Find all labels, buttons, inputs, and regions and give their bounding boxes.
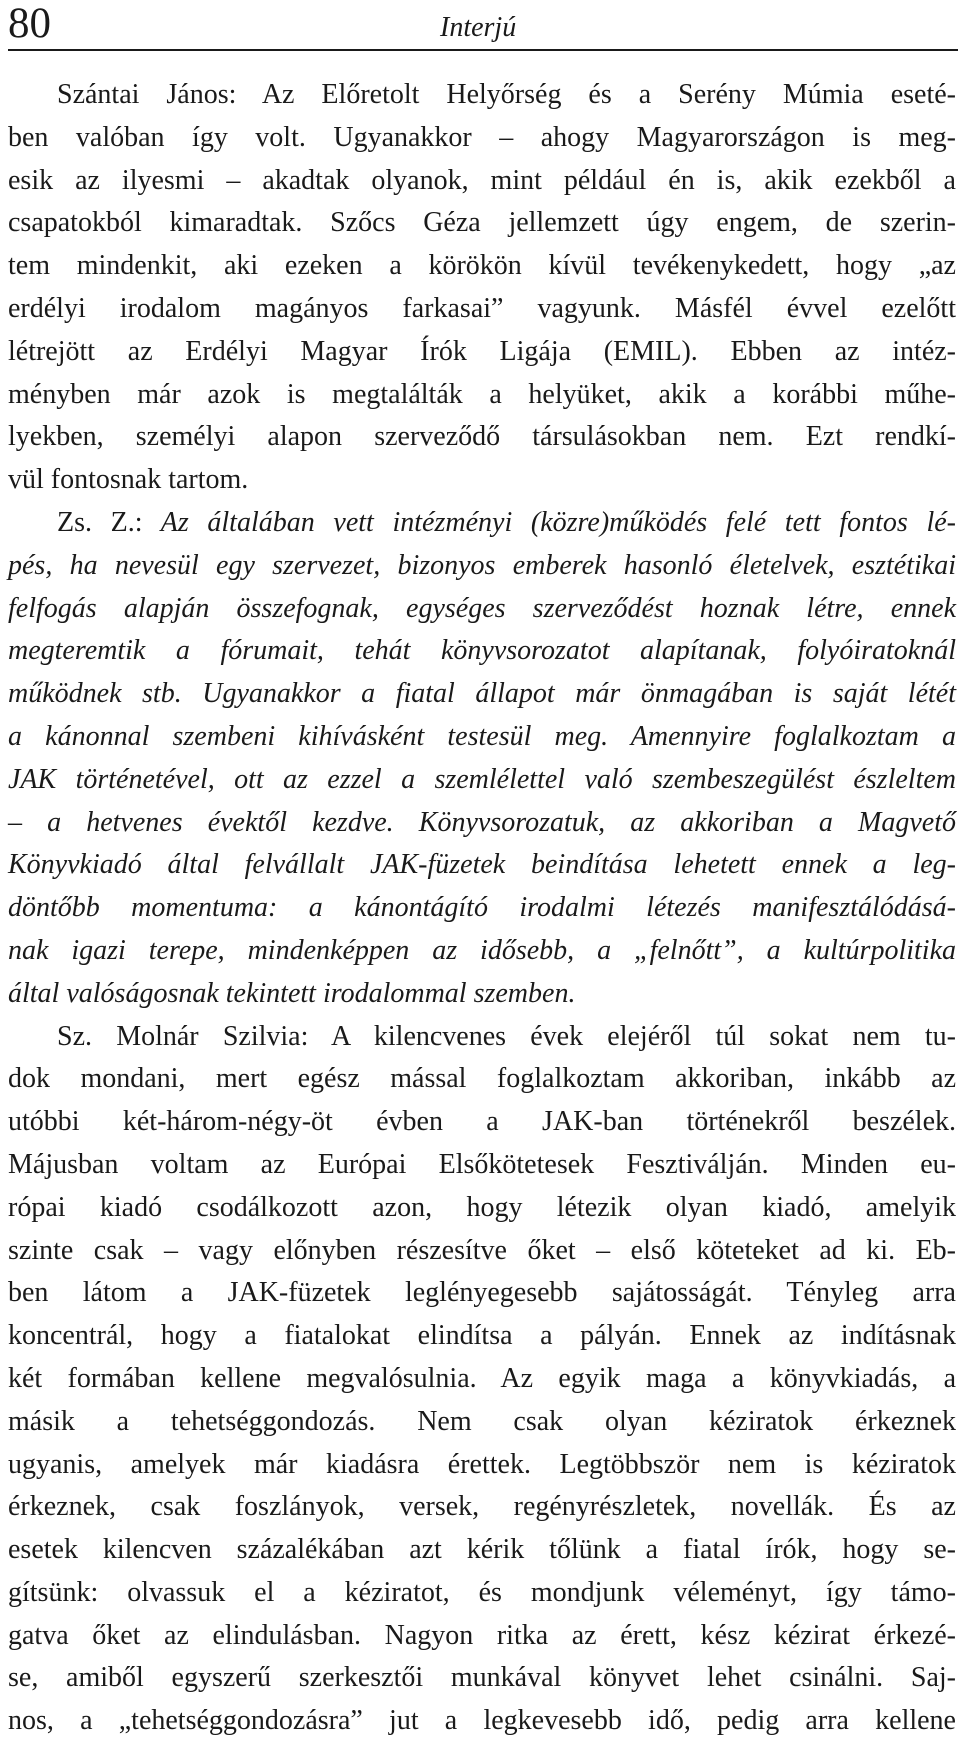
text-line: ményben már azok is megtalálták a helyüket, akik a korábbi műhe- [8, 378, 956, 410]
text-line: felfogás alapján összefognak, egységes szerveződést hoznak létre, ennek [8, 592, 956, 624]
running-head: Interjú [440, 12, 517, 43]
text-line: nak igazi terepe, mindenképpen az idősebb, a „felnőtt”, a kultúrpolitika [8, 934, 956, 966]
text-line: ben látom a JAK-füzetek leglényegesebb sajátosságát. Tényleg arra [8, 1277, 956, 1309]
text-line: JAK történetével, ott az ezzel a szemlélettel való szembeszegülést észleltem [8, 763, 956, 795]
text-line: gítsünk: olvassuk el a kéziratot, és mondjunk véleményt, így támo- [8, 1576, 956, 1608]
text-line: erdélyi irodalom magányos farkasai” vagyunk. Másfél évvel ezelőtt [8, 292, 956, 324]
text-line: a kánonnal szembeni kihívásként testesül meg. Amennyire foglalkoztam a [8, 720, 956, 752]
header-rule [8, 49, 958, 51]
text-line: érkeznek, csak foszlányok, versek, regényrészletek, novellák. És az [8, 1491, 956, 1523]
text-line: Májusban voltam az Európai Elsőkötetesek Fesztiválján. Minden eu- [8, 1148, 956, 1180]
text-line: koncentrál, hogy a fiatalokat elindítsa a pályán. Ennek az indításnak [8, 1320, 956, 1352]
text-line: pés, ha nevesül egy szervezet, bizonyos emberek hasonló életelvek, esztétikai [8, 549, 956, 581]
text-line: két formában kellene megvalósulnia. Az egyik maga a könyvkiadás, a [8, 1362, 956, 1394]
text-line: esik az ilyesmi – akadtak olyanok, mint például én is, akik ezekből a [8, 164, 956, 196]
text-line-rest: Az általában vett intézményi (közre)működés felé tett fontos lé- [142, 506, 956, 538]
page-number: 80 [8, 0, 51, 47]
text-line: gatva őket az elindulásban. Nagyon ritka az érett, kész kézirat érkezé- [8, 1619, 956, 1651]
text-line: másik a tehetséggondozás. Nem csak olyan kéziratok érkeznek [8, 1405, 956, 1437]
text-line: lyekben, személyi alapon szerveződő társulásokban nem. Ezt rendkí- [8, 421, 956, 453]
text-line: csapatokból kimaradtak. Szőcs Géza jellemzett úgy engem, de szerin- [8, 207, 956, 239]
text-line: létrejött az Erdélyi Magyar Írók Ligája (EMIL). Ebben az intéz- [8, 335, 956, 367]
article-body [8, 74, 956, 1743]
text-line: által valóságosnak tekintett irodalommal szemben. [8, 977, 576, 1009]
text-line: megteremtik a fórumait, tehát könyvsorozatot alapítanak, folyóiratoknál [8, 635, 956, 667]
text-line: Könyvkiadó által felvállalt JAK-füzetek beindítása lehetett ennek a leg- [8, 849, 956, 881]
text-line: döntőbb momentuma: a kánontágító irodalmi létezés manifesztálódásá- [8, 892, 956, 924]
speaker-label: Zs. Z.: [57, 506, 143, 538]
text-line: dok mondani, mert egész mással foglalkoztam akkoriban, inkább az [8, 1063, 956, 1095]
text-line [8, 502, 956, 545]
text-line: működnek stb. Ugyanakkor a fiatal állapot már önmagában is saját létét [8, 678, 956, 710]
text-line: utóbbi két-három-négy-öt évben a JAK-ban történekről beszélek. [8, 1106, 956, 1138]
text-line: – a hetvenes évektől kezdve. Könyvsorozatuk, az akkoriban a Magvető [8, 806, 956, 838]
text-line: Sz. Molnár Szilvia: A kilencvenes évek elejéről túl sokat nem tu- [57, 1020, 956, 1052]
text-line: se, amiből egyszerű szerkesztői munkával könyvet lehet csinálni. Saj- [8, 1662, 956, 1694]
text-line: nos, a „tehetséggondozásra” jut a legkevesebb idő, pedig arra kellene [8, 1705, 956, 1737]
text-line: tem mindenkit, aki ezeken a körökön kívül tevékenykedett, hogy „az [8, 250, 956, 282]
text-line: rópai kiadó csodálkozott azon, hogy létezik olyan kiadó, amelyik [8, 1191, 956, 1223]
text-line: ben valóban így volt. Ugyanakkor – ahogy Magyarországon is meg- [8, 121, 956, 153]
text-line: ugyanis, amelyek már kiadásra érettek. Legtöbbször nem is kéziratok [8, 1448, 956, 1480]
text-line: vül fontosnak tartom. [8, 464, 249, 496]
text-line: Szántai János: Az Előretolt Helyőrség és a Serény Múmia eseté- [57, 79, 956, 110]
text-line: esetek kilencven százalékában azt kérik tőlünk a fiatal írók, hogy se- [8, 1534, 956, 1566]
text-line: szinte csak – vagy előnyben részesítve őket – első köteteket ad ki. Eb- [8, 1234, 956, 1266]
